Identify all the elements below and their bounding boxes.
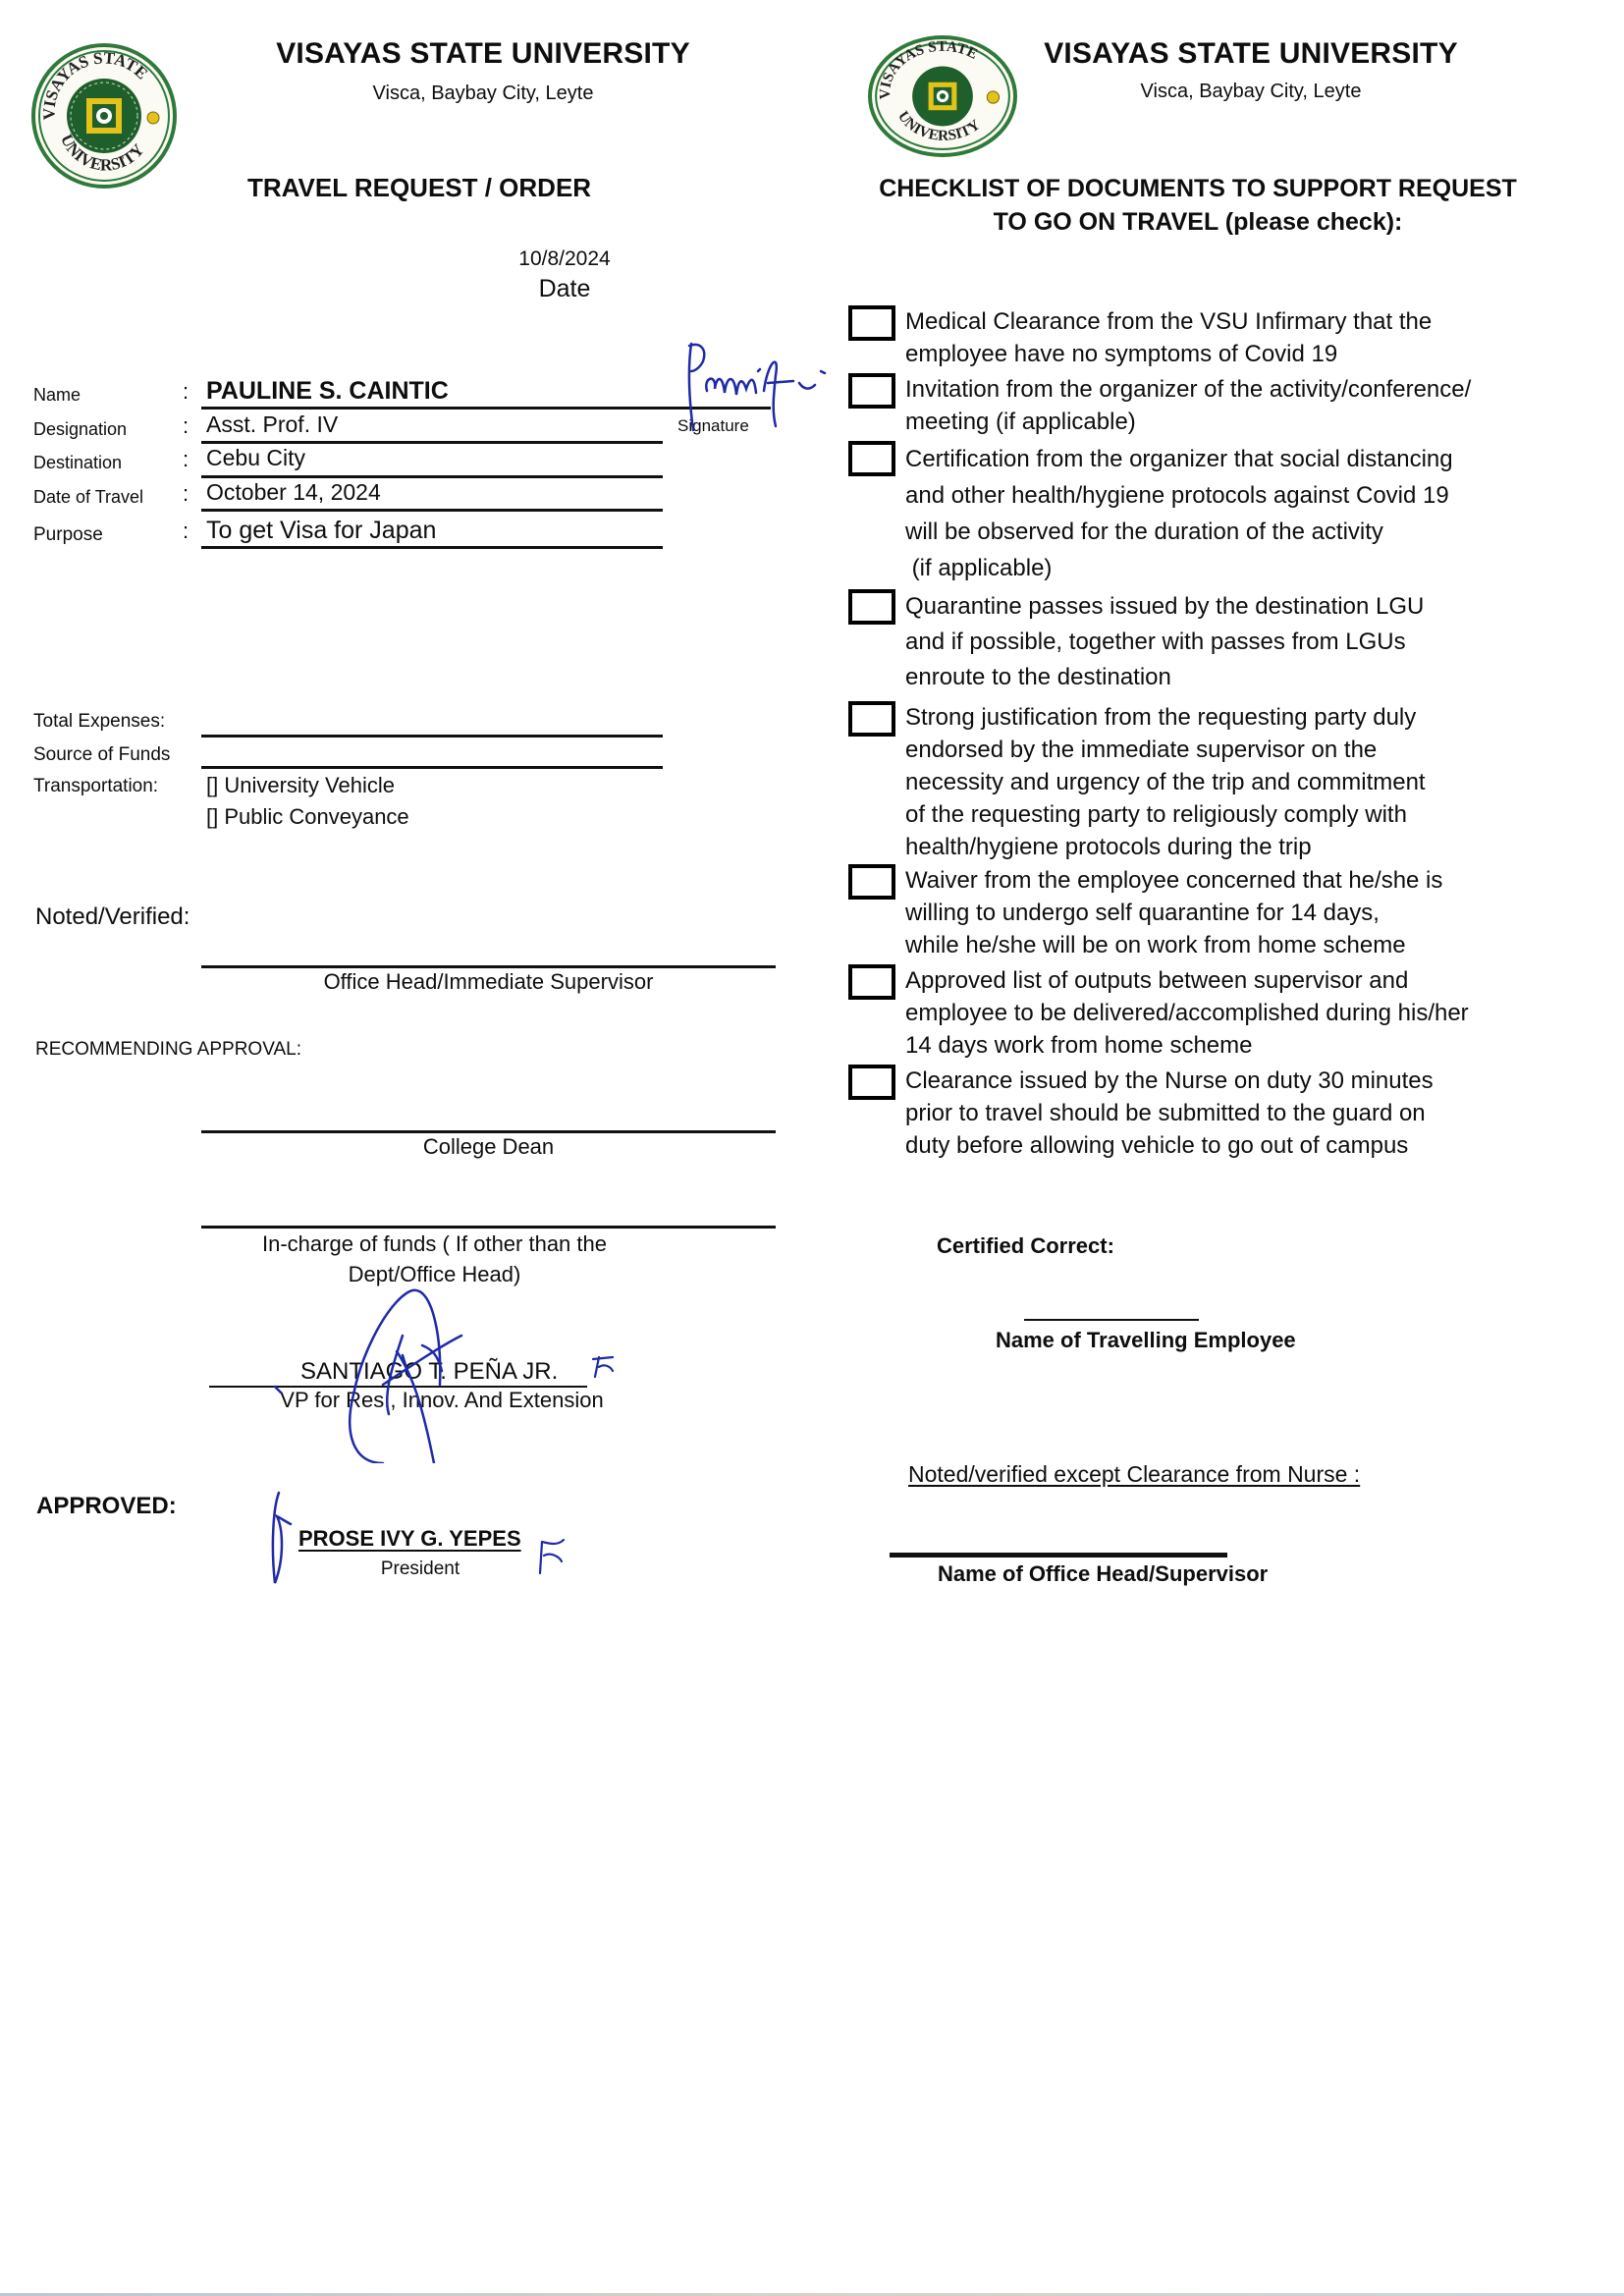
checklist-item-text: Approved list of outputs between supervisor and [905,967,1409,994]
date-label: Date [538,275,591,302]
checklist-title-line2: TO GO ON TRAVEL (please check): [993,208,1403,236]
checklist-item-text: employee have no symptoms of Covid 19 [905,341,1338,367]
checklist-item-text: and if possible, together with passes from LGUs [905,629,1406,655]
checklist-item-text: Certification from the organizer that social distancing [905,446,1453,472]
checklist-item [905,305,1553,370]
checklist-title-line1: CHECKLIST OF DOCUMENTS TO SUPPORT REQUEST [879,175,1517,202]
checklist-item-text: Quarantine passes issued by the destination LGU [905,593,1425,620]
svg-text:VISAYAS STATE: VISAYAS STATE [876,39,981,100]
office-head-signature-line [201,965,776,968]
svg-text:VISAYAS STATE: VISAYAS STATE [39,48,152,121]
checklist-item-text: willing to undergo self quarantine for 14 days, [905,900,1380,926]
checklist-item [905,864,1553,961]
checklist-item [905,373,1553,438]
recommending-approval-label: RECOMMENDING APPROVAL: [35,1039,301,1060]
vp-initial-mark [589,1351,619,1381]
checklist-checkbox[interactable] [848,373,895,409]
name-field[interactable]: PAULINE S. CAINTIC [206,377,449,405]
checklist-item-text: Medical Clearance from the VSU Infirmary that the [905,308,1433,335]
source-of-funds-underline [201,766,663,769]
source-of-funds-label: Source of Funds [33,744,171,765]
designation-label: Designation [33,419,128,439]
date-of-travel-label: Date of Travel [33,487,144,507]
name-colon: : [183,379,189,404]
checklist-item-text: prior to travel should be submitted to the guard on [905,1100,1426,1126]
purpose-underline [201,546,663,549]
date-value: 10/8/2024 [518,247,611,270]
checklist-checkbox[interactable] [848,441,895,476]
signature-label: Signature [677,416,749,435]
university-name: VISAYAS STATE UNIVERSITY [276,37,690,70]
college-dean-label: College Dean [422,1134,555,1159]
destination-underline [201,475,663,478]
checklist-item-text: of the requesting party to religiously comply with [905,801,1407,828]
checklist-item-text: Invitation from the organizer of the activity/conference/ [905,376,1472,403]
date-of-travel-field[interactable]: October 14, 2024 [206,479,381,505]
checklist-item-text: necessity and urgency of the trip and commitment [905,769,1426,795]
transport-option-public-conveyance[interactable]: [] Public Conveyance [206,804,409,829]
checklist-item-text: enroute to the destination [905,664,1171,690]
checklist-item-text: endorsed by the immediate supervisor on the [905,737,1378,763]
purpose-field[interactable]: To get Visa for Japan [206,517,437,544]
checklist-item [905,589,1553,695]
university-seal-icon [31,43,177,189]
svg-text:UNIVERSITY: UNIVERSITY [893,108,984,144]
checklist-item [905,701,1553,863]
designation-colon: : [183,413,189,438]
vp-name: SANTIAGO T. PEÑA JR. [300,1358,559,1385]
university-seal-icon-right [868,35,1017,157]
vp-title: VP for Res., Innov. And Extension [280,1388,604,1412]
destination-field[interactable]: Cebu City [206,445,305,470]
checklist-checkbox[interactable] [848,589,895,625]
checklist-item-text: (if applicable) [905,555,1053,581]
checklist-item [905,1065,1553,1162]
transport-option-university-vehicle[interactable]: [] University Vehicle [206,773,395,797]
certified-correct-label: Certified Correct: [937,1233,1114,1258]
checklist-checkbox[interactable] [848,701,895,737]
office-head-label: Office Head/Immediate Supervisor [323,969,654,994]
source-of-funds-field[interactable] [206,742,658,768]
name-underline [201,407,771,410]
president-signature [265,1489,295,1587]
approved-label: APPROVED: [36,1493,177,1519]
university-address: Visca, Baybay City, Leyte [372,82,594,104]
form-title: TRAVEL REQUEST / ORDER [247,173,592,202]
travelling-employee-signature-line [1024,1319,1199,1321]
transportation-label: Transportation: [33,776,159,796]
checklist-item-text: while he/she will be on work from home scheme [905,932,1406,958]
checklist-item-text: Waiver from the employee concerned that he/she is [905,867,1443,894]
checklist-item-text: Clearance issued by the Nurse on duty 30 minutes [905,1067,1434,1094]
total-expenses-underline [201,735,663,738]
in-charge-label-line1: In-charge of funds ( If other than the [262,1231,607,1256]
total-expenses-field[interactable] [206,709,658,735]
office-head-supervisor-signature-line [890,1553,1227,1558]
checklist-item-text: Strong justification from the requesting party duly [905,704,1417,731]
travelling-employee-label: Name of Travelling Employee [996,1328,1296,1352]
president-title: President [380,1558,460,1579]
destination-label: Destination [33,453,123,472]
in-charge-label-line2: Dept/Office Head) [348,1262,521,1286]
designation-underline [201,441,663,444]
checklist-item [905,964,1553,1062]
university-name-right: VISAYAS STATE UNIVERSITY [1044,37,1458,70]
office-head-supervisor-label: Name of Office Head/Supervisor [938,1561,1269,1586]
destination-colon: : [183,447,189,471]
checklist-item-text: meeting (if applicable) [905,409,1136,435]
checklist-item-text: health/hygiene protocols during the trip [905,834,1312,860]
svg-text:UNIVERSITY: UNIVERSITY [57,131,148,175]
checklist-item-text: and other health/hygiene protocols against Covid 19 [905,482,1449,509]
noted-except-nurse-label: Noted/verified except Clearance from Nurse : [908,1461,1361,1487]
date-of-travel-underline [201,509,663,512]
noted-verified-label: Noted/Verified: [35,903,190,930]
purpose-label: Purpose [33,524,103,545]
checklist-item [905,441,1553,586]
checklist-item-text: duty before allowing vehicle to go out of campus [905,1132,1409,1159]
college-dean-signature-line [201,1130,776,1133]
checklist-checkbox[interactable] [848,964,895,1000]
university-address-right: Visca, Baybay City, Leyte [1140,81,1362,102]
date-of-travel-colon: : [183,481,189,506]
checklist-checkbox[interactable] [848,305,895,341]
president-name: PROSE IVY G. YEPES [298,1526,521,1551]
checklist-item-text: will be observed for the duration of the activity [905,519,1383,545]
purpose-colon: : [183,519,189,543]
checklist-checkbox[interactable] [848,864,895,900]
checklist-item-text: 14 days work from home scheme [905,1032,1253,1059]
checklist-checkbox[interactable] [848,1065,895,1100]
designation-field[interactable]: Asst. Prof. IV [206,411,339,437]
total-expenses-label: Total Expenses: [33,711,166,732]
name-label: Name [33,385,81,405]
in-charge-signature-line [201,1226,776,1229]
checklist-item-text: employee to be delivered/accomplished during his/her [905,1000,1469,1026]
